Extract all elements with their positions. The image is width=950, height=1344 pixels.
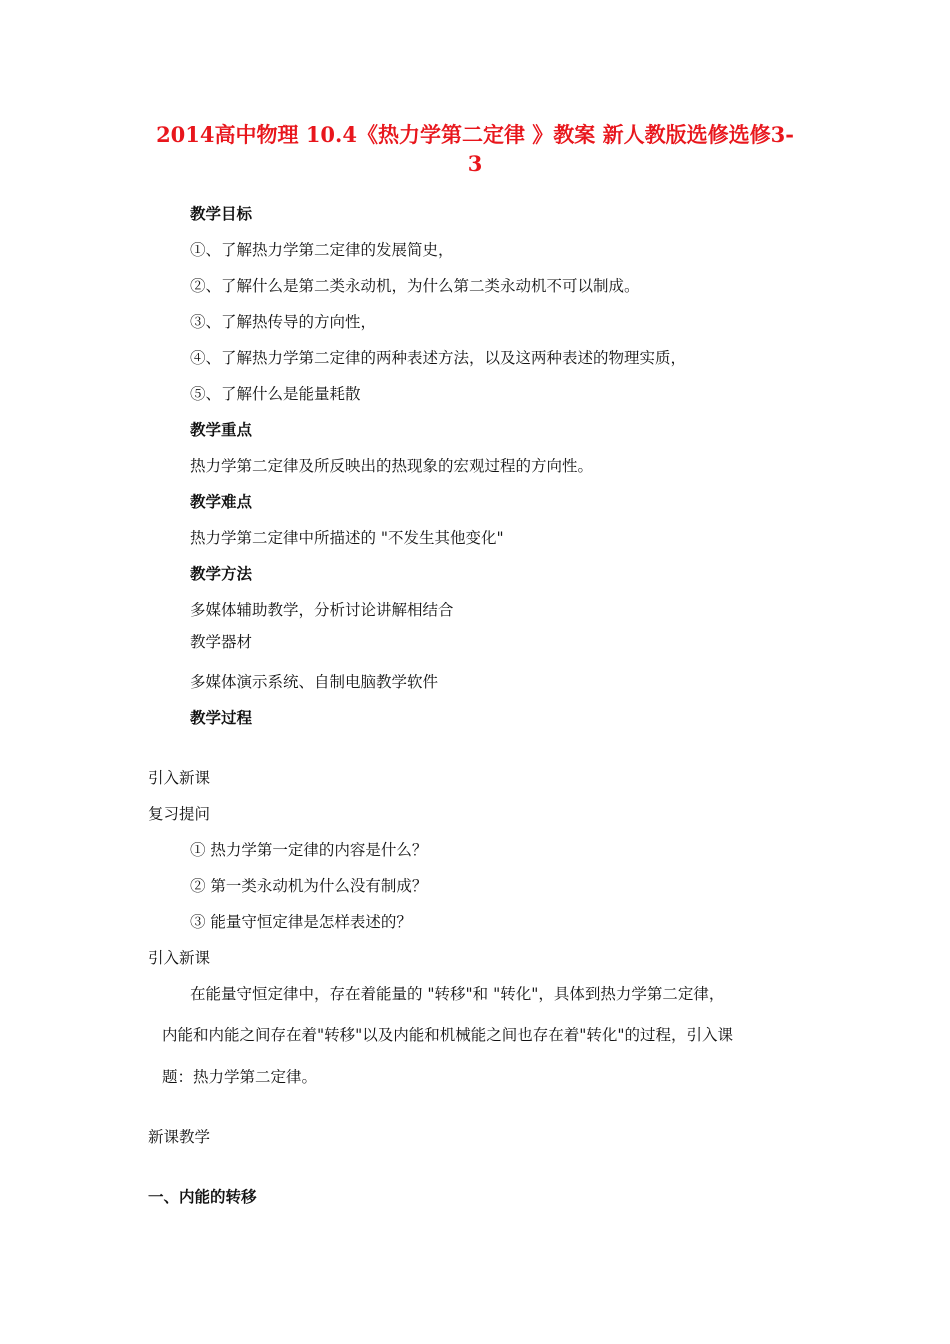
difficulty-heading: 教学难点 bbox=[190, 492, 253, 511]
document-title: 2014高中物理 10.4《热力学第二定律 》教案 新人教版选修选修3-3 bbox=[156, 122, 794, 176]
key-points-heading: 教学重点 bbox=[190, 420, 253, 439]
review-question: ② 第一类永动机为什么没有制成？ bbox=[190, 877, 428, 895]
equipment-text: 多媒体演示系统、自制电脑教学软件 bbox=[190, 673, 439, 691]
intro-paragraph-line: 在能量守恒定律中，存在着能量的 "转移"和 "转化"，具体到热力学第二定律， bbox=[190, 985, 725, 1003]
intro-label: 引入新课 bbox=[148, 769, 211, 787]
objective-item: ④、了解热力学第二定律的两种表述方法，以及这两种表述的物理实质， bbox=[190, 349, 687, 367]
method-text: 多媒体辅助教学，分析讨论讲解相结合 bbox=[190, 601, 454, 619]
new-lesson-label: 新课教学 bbox=[148, 1128, 211, 1146]
intro-paragraph-line: 题：热力学第二定律。 bbox=[162, 1068, 318, 1086]
difficulty-text: 热力学第二定律中所描述的 "不发生其他变化" bbox=[190, 529, 504, 547]
objectives-heading: 教学目标 bbox=[190, 204, 253, 223]
key-points-text: 热力学第二定律及所反映出的热现象的宏观过程的方向性。 bbox=[190, 457, 594, 475]
objective-item: ②、了解什么是第二类永动机，为什么第二类永动机不可以制成。 bbox=[190, 277, 640, 295]
intro-label-2: 引入新课 bbox=[148, 949, 211, 967]
equipment-heading: 教学器材 bbox=[190, 633, 253, 651]
objective-item: ⑤、了解什么是能量耗散 bbox=[190, 385, 361, 403]
review-question: ③ 能量守恒定律是怎样表述的？ bbox=[190, 913, 412, 931]
intro-paragraph-line: 内能和内能之间存在着"转移"以及内能和机械能之间也存在着"转化"的过程，引入课 bbox=[162, 1026, 734, 1044]
review-label: 复习提问 bbox=[148, 805, 211, 823]
objective-item: ③、了解热传导的方向性， bbox=[190, 313, 377, 331]
objective-item: ①、了解热力学第二定律的发展简史， bbox=[190, 241, 454, 259]
section-1-heading: 一、内能的转移 bbox=[148, 1187, 257, 1206]
process-heading: 教学过程 bbox=[190, 708, 253, 727]
review-question: ① 热力学第一定律的内容是什么？ bbox=[190, 841, 428, 859]
method-heading: 教学方法 bbox=[190, 564, 253, 583]
